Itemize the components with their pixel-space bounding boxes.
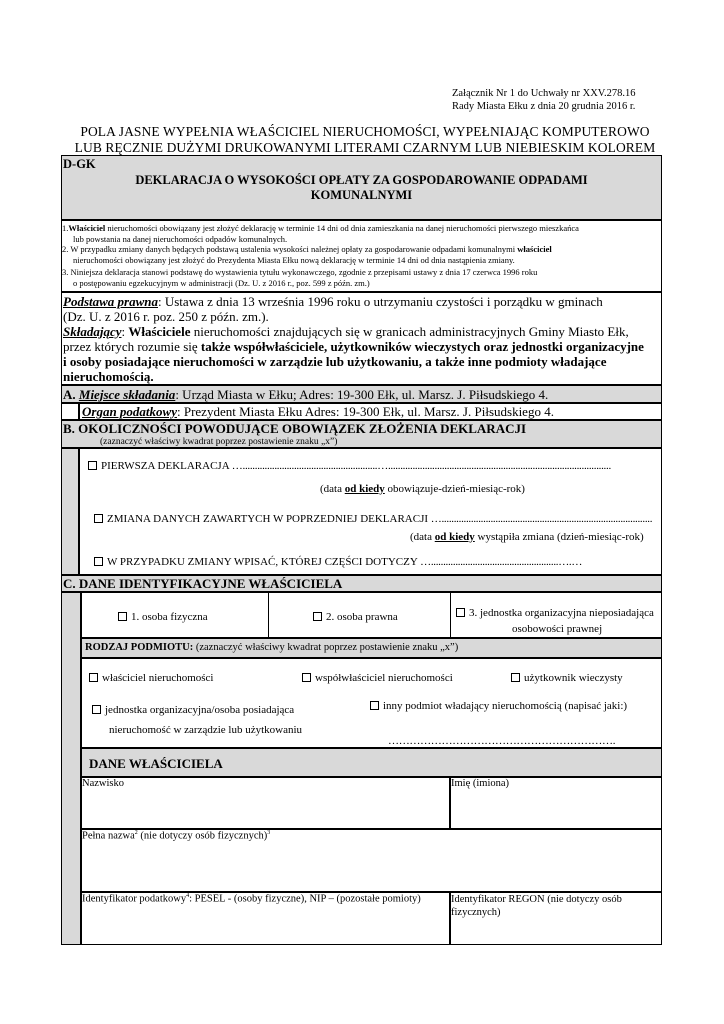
tax-id-field[interactable] [81,892,450,945]
subject-hint: (zaznaczyć właściwy kwadrat poprzez postawienie znaku „x”) [193,642,459,653]
other-subject-field[interactable]: ………………………………………………………. [388,735,616,747]
note-2: 2. W przypadku zmiany danych będących podstawą ustalenia wysokości należnej opłaty za gospodarowanie odpadami komunalnymi właściciel nieruchomości obowiązany jest złożyć do Prezydenta Miasta Ełku nową deklarację w terminie 14 dni od dnia nastąpienia zmiany. [62,244,552,265]
section-b-margin [61,448,79,575]
surname-label: Nazwisko [82,778,124,789]
owner-checkbox[interactable] [89,673,98,682]
section-b-options [79,448,662,575]
subject-other[interactable]: inny podmiot władający nieruchomością (napisać jaki:) [370,700,627,712]
section-c-margin [61,592,81,945]
note-1: 1.Właściciel nieruchomości obowiązany jest złożyć deklarację w terminie 14 dni od dnia zamieszkania na danej nieruchomości pierwszego mieszkańca lub powstania na danej nieruchomości odpadów komunalnych. [62,223,579,244]
organizational-unit-checkbox[interactable] [456,608,465,617]
notes-box [61,220,662,292]
section-b-title: B. OKOLICZNOŚCI POWODUJĄCE OBOWIĄZEK ZŁOŻENIA DEKLARACJI [63,421,527,436]
type-legal-person[interactable]: 2. osoba prawna [313,611,398,623]
type-organizational-unit[interactable]: 3. jednostka organizacyjna nieposiadająca osobowości prawnej [456,605,661,637]
filers-line-3: i osoby posiadające nieruchomości w zarządzie lub użytkowaniu, a także inne podmioty władające [63,354,607,369]
subject-type-header [81,638,662,658]
place-label: Miejsce składania [78,387,176,402]
subject-options [81,658,662,748]
owner-data-title: DANE WŁAŚCICIELA [89,756,223,771]
place-text: : Urząd Miasta w Ełku; Adres: 19-300 Ełk, ul. Marsz. J. Piłsudskiego 4. [175,387,549,402]
type-natural-person[interactable]: 1. osoba fizyczna [118,611,208,623]
subject-co-owner[interactable]: współwłaściciel nieruchomości [302,672,453,684]
option-change-part[interactable]: W PRZYPADKU ZMIANY WPISAĆ, KTÓREJ CZĘŚCI DOTYCZY …....................................................….… [94,556,582,568]
data-change-date-note: (data od kiedy wystąpiła zmiana (dzień-miesiąc-rok) [410,531,644,543]
section-c-header [61,575,662,592]
organizational-checkbox[interactable] [92,705,101,714]
section-c-title: C. DANE IDENTYFIKACYJNE WŁAŚCICIELA [63,576,343,591]
natural-person-checkbox[interactable] [118,612,127,621]
instructions-line-1: POLA JASNE WYPEŁNIA WŁAŚCICIEL NIERUCHOMOŚCI, WYPEŁNIAJĄC KOMPUTEROWO [80,124,650,139]
form-title-line-1: DEKLARACJA O WYSOKOŚCI OPŁATY ZA GOSPODAROWANIE ODPADAMI [135,173,588,187]
note-3: 3. Niniejsza deklaracja stanowi podstawę do wystawienia tytułu wykonawczego, zgodnie z przepisami ustawy z dnia 17 czerwca 1996 roku o postępowaniu egzekucyjnym w administracji (Dz. U. z 2016 r., poz. 599 z późn. zm.) [62,267,538,288]
filers-line-4: nieruchomością. [63,369,154,384]
subject-organizational[interactable]: jednostka organizacyjna/osoba posiadająca nieruchomość w zarządzie lub użytkowaniu [92,700,302,740]
filers: Składający: Właściciele nieruchomości znajdujących się w granicach administracyjnych Gminy Miasto Ełk, [63,324,629,339]
surname-field[interactable] [81,777,450,829]
legal-person-checkbox[interactable] [313,612,322,621]
section-a-letter: A. [63,387,76,402]
filers-line-2: przez których rozumie się także współwłaściciele, użytkowników wieczystych oraz jednostki organizacyjne [63,339,644,354]
person-type-row [81,592,662,638]
regon-label: Identyfikator REGON (nie dotyczy osób fizycznych) [451,894,622,918]
legal-basis: Podstawa prawna: Ustawa z dnia 13 września 1996 roku o utrzymaniu czystości i porządku w gminach [63,294,603,309]
tax-id-label: Identyfikator podatkowy$^4$: PESEL - (osoby fizyczne), NIP – (pozostałe pomioty) [82,893,421,905]
section-a-office [79,403,662,420]
form-title [62,173,661,203]
co-owner-checkbox[interactable] [302,673,311,682]
section-b-hint: (zaznaczyć właściwy kwadrat poprzez postawienie znaku „x”) [100,437,338,447]
office-text: : Prezydent Miasta Ełku Adres: 19-300 Ełk, ul. Marsz. J. Piłsudskiego 4. [176,404,554,419]
legal-basis-box [61,292,662,385]
change-part-checkbox[interactable] [94,557,103,566]
legal-basis-line-2: (Dz. U. z 2016 r. poz. 250 z późn. zm.). [63,309,269,324]
attachment-note [452,87,702,113]
perpetual-user-checkbox[interactable] [511,673,520,682]
option-data-change[interactable]: ZMIANA DANYCH ZAWARTYCH W POPRZEDNIEJ DEKLARACJI …...................................................................................... [94,513,652,525]
section-a-place [61,385,662,403]
attachment-line-2: Rady Miasta Ełku z dnia 20 grudnia 2016 r. [452,101,636,112]
form-title-box [61,155,662,220]
fill-instructions [40,124,690,156]
data-change-checkbox[interactable] [94,514,103,523]
first-declaration-date-note: (data od kiedy obowiązuje-dzień-miesiąc-rok) [320,483,525,495]
regon-field[interactable] [450,892,662,945]
form-title-line-2: KOMUNALNYMI [310,188,413,202]
subject-label: RODZAJ PODMIOTU: [85,642,194,653]
section-b-header [61,420,662,448]
subject-owner[interactable]: właściciel nieruchomości [89,672,214,684]
first-names-field[interactable] [450,777,662,829]
full-name-field[interactable] [81,829,662,892]
attachment-line-1: Załącznik Nr 1 do Uchwały nr XXV.278.16 [452,88,636,99]
instructions-line-2: LUB RĘCZNIE DUŻYMI DRUKOWANYMI LITERAMI CZARNYM LUB NIEBIESKIM KOLOREM [74,140,656,155]
full-name-label: Pełna nazwa$^2$ (nie dotyczy osób fizycznych)$^3$ [82,830,271,842]
subject-perpetual-user[interactable]: użytkownik wieczysty [511,672,623,684]
office-label: Organ podatkowy [82,404,177,419]
section-a-spacer [61,403,79,420]
owner-data-header [81,748,662,777]
form-code: D-GK [63,157,96,171]
first-declaration-checkbox[interactable] [88,461,97,470]
other-subject-checkbox[interactable] [370,701,379,710]
option-first-declaration[interactable]: PIERWSZA DEKLARACJA ….......................................................…........................................................................................... [88,460,611,472]
first-names-label: Imię (imiona) [451,778,510,789]
